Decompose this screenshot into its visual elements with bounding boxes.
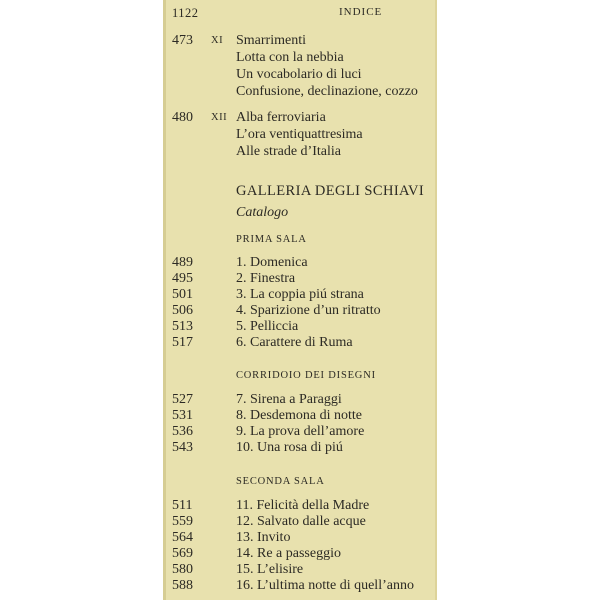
toc-page-number: 527: [172, 392, 193, 407]
toc-line: 5. Pelliccia: [236, 319, 299, 334]
section-title: GALLERIA DEGLI SCHIAVI: [236, 183, 425, 199]
room-heading: CORRIDOIO DEI DISEGNI: [236, 370, 376, 381]
toc-line: 4. Sparizione d’un ritratto: [236, 303, 381, 318]
page-number: 1122: [172, 6, 199, 20]
toc-page-number: 569: [172, 546, 193, 561]
toc-line: Alle strade d’Italia: [236, 144, 341, 159]
room-heading: SECONDA SALA: [236, 476, 325, 487]
running-title: INDICE: [339, 6, 383, 18]
toc-line: 9. La prova dell’amore: [236, 424, 365, 439]
toc-page-number: 501: [172, 287, 193, 302]
toc-line: 6. Carattere di Ruma: [236, 335, 353, 350]
toc-page-number: 564: [172, 530, 193, 545]
running-header: [172, 6, 437, 20]
toc-line: 10. Una rosa di piú: [236, 440, 343, 455]
toc-page-number: 489: [172, 255, 193, 270]
chapter-numeral: XI: [211, 35, 224, 46]
section-subtitle: Catalogo: [236, 205, 289, 220]
toc-line: 3. La coppia piú strana: [236, 287, 364, 302]
toc-line: Smarrimenti: [236, 33, 306, 48]
toc-line: 11. Felicità della Madre: [236, 498, 370, 513]
toc-page-number: 473: [172, 33, 193, 48]
toc-page-number: 536: [172, 424, 193, 439]
chapter-numeral: XII: [211, 112, 228, 123]
room-heading: PRIMA SALA: [236, 234, 307, 245]
toc-line: L’ora ventiquattresima: [236, 127, 363, 142]
toc-line: Alba ferroviaria: [236, 110, 326, 125]
toc-line: 8. Desdemona di notte: [236, 408, 362, 423]
toc-page-number: 588: [172, 578, 193, 593]
toc-page-number: 543: [172, 440, 193, 455]
toc-line: 14. Re a passeggio: [236, 546, 341, 561]
toc-page-number: 506: [172, 303, 193, 318]
toc-line: 1. Domenica: [236, 255, 308, 270]
toc-line: 7. Sirena a Paraggi: [236, 392, 342, 407]
toc-page-number: 480: [172, 110, 193, 125]
toc-page-number: 559: [172, 514, 193, 529]
page-right-edge: [435, 0, 437, 600]
toc-line: 12. Salvato dalle acque: [236, 514, 366, 529]
toc-line: 2. Finestra: [236, 271, 296, 286]
page-edge: [163, 0, 166, 600]
toc-page-number: 531: [172, 408, 193, 423]
toc-line: 16. L’ultima notte di quell’anno: [236, 578, 414, 593]
toc-page-number: 495: [172, 271, 193, 286]
toc-line: Un vocabolario di luci: [236, 67, 362, 82]
toc-page-number: 513: [172, 319, 193, 334]
toc-line: Lotta con la nebbia: [236, 50, 344, 65]
toc-line: Confusione, declinazione, cozzo: [236, 84, 418, 99]
toc-page-number: 580: [172, 562, 193, 577]
toc-line: 15. L’elisire: [236, 562, 304, 577]
toc-line: 13. Invito: [236, 530, 291, 545]
book-page: [163, 0, 437, 600]
toc-page-number: 511: [172, 498, 193, 513]
toc-page-number: 517: [172, 335, 193, 350]
